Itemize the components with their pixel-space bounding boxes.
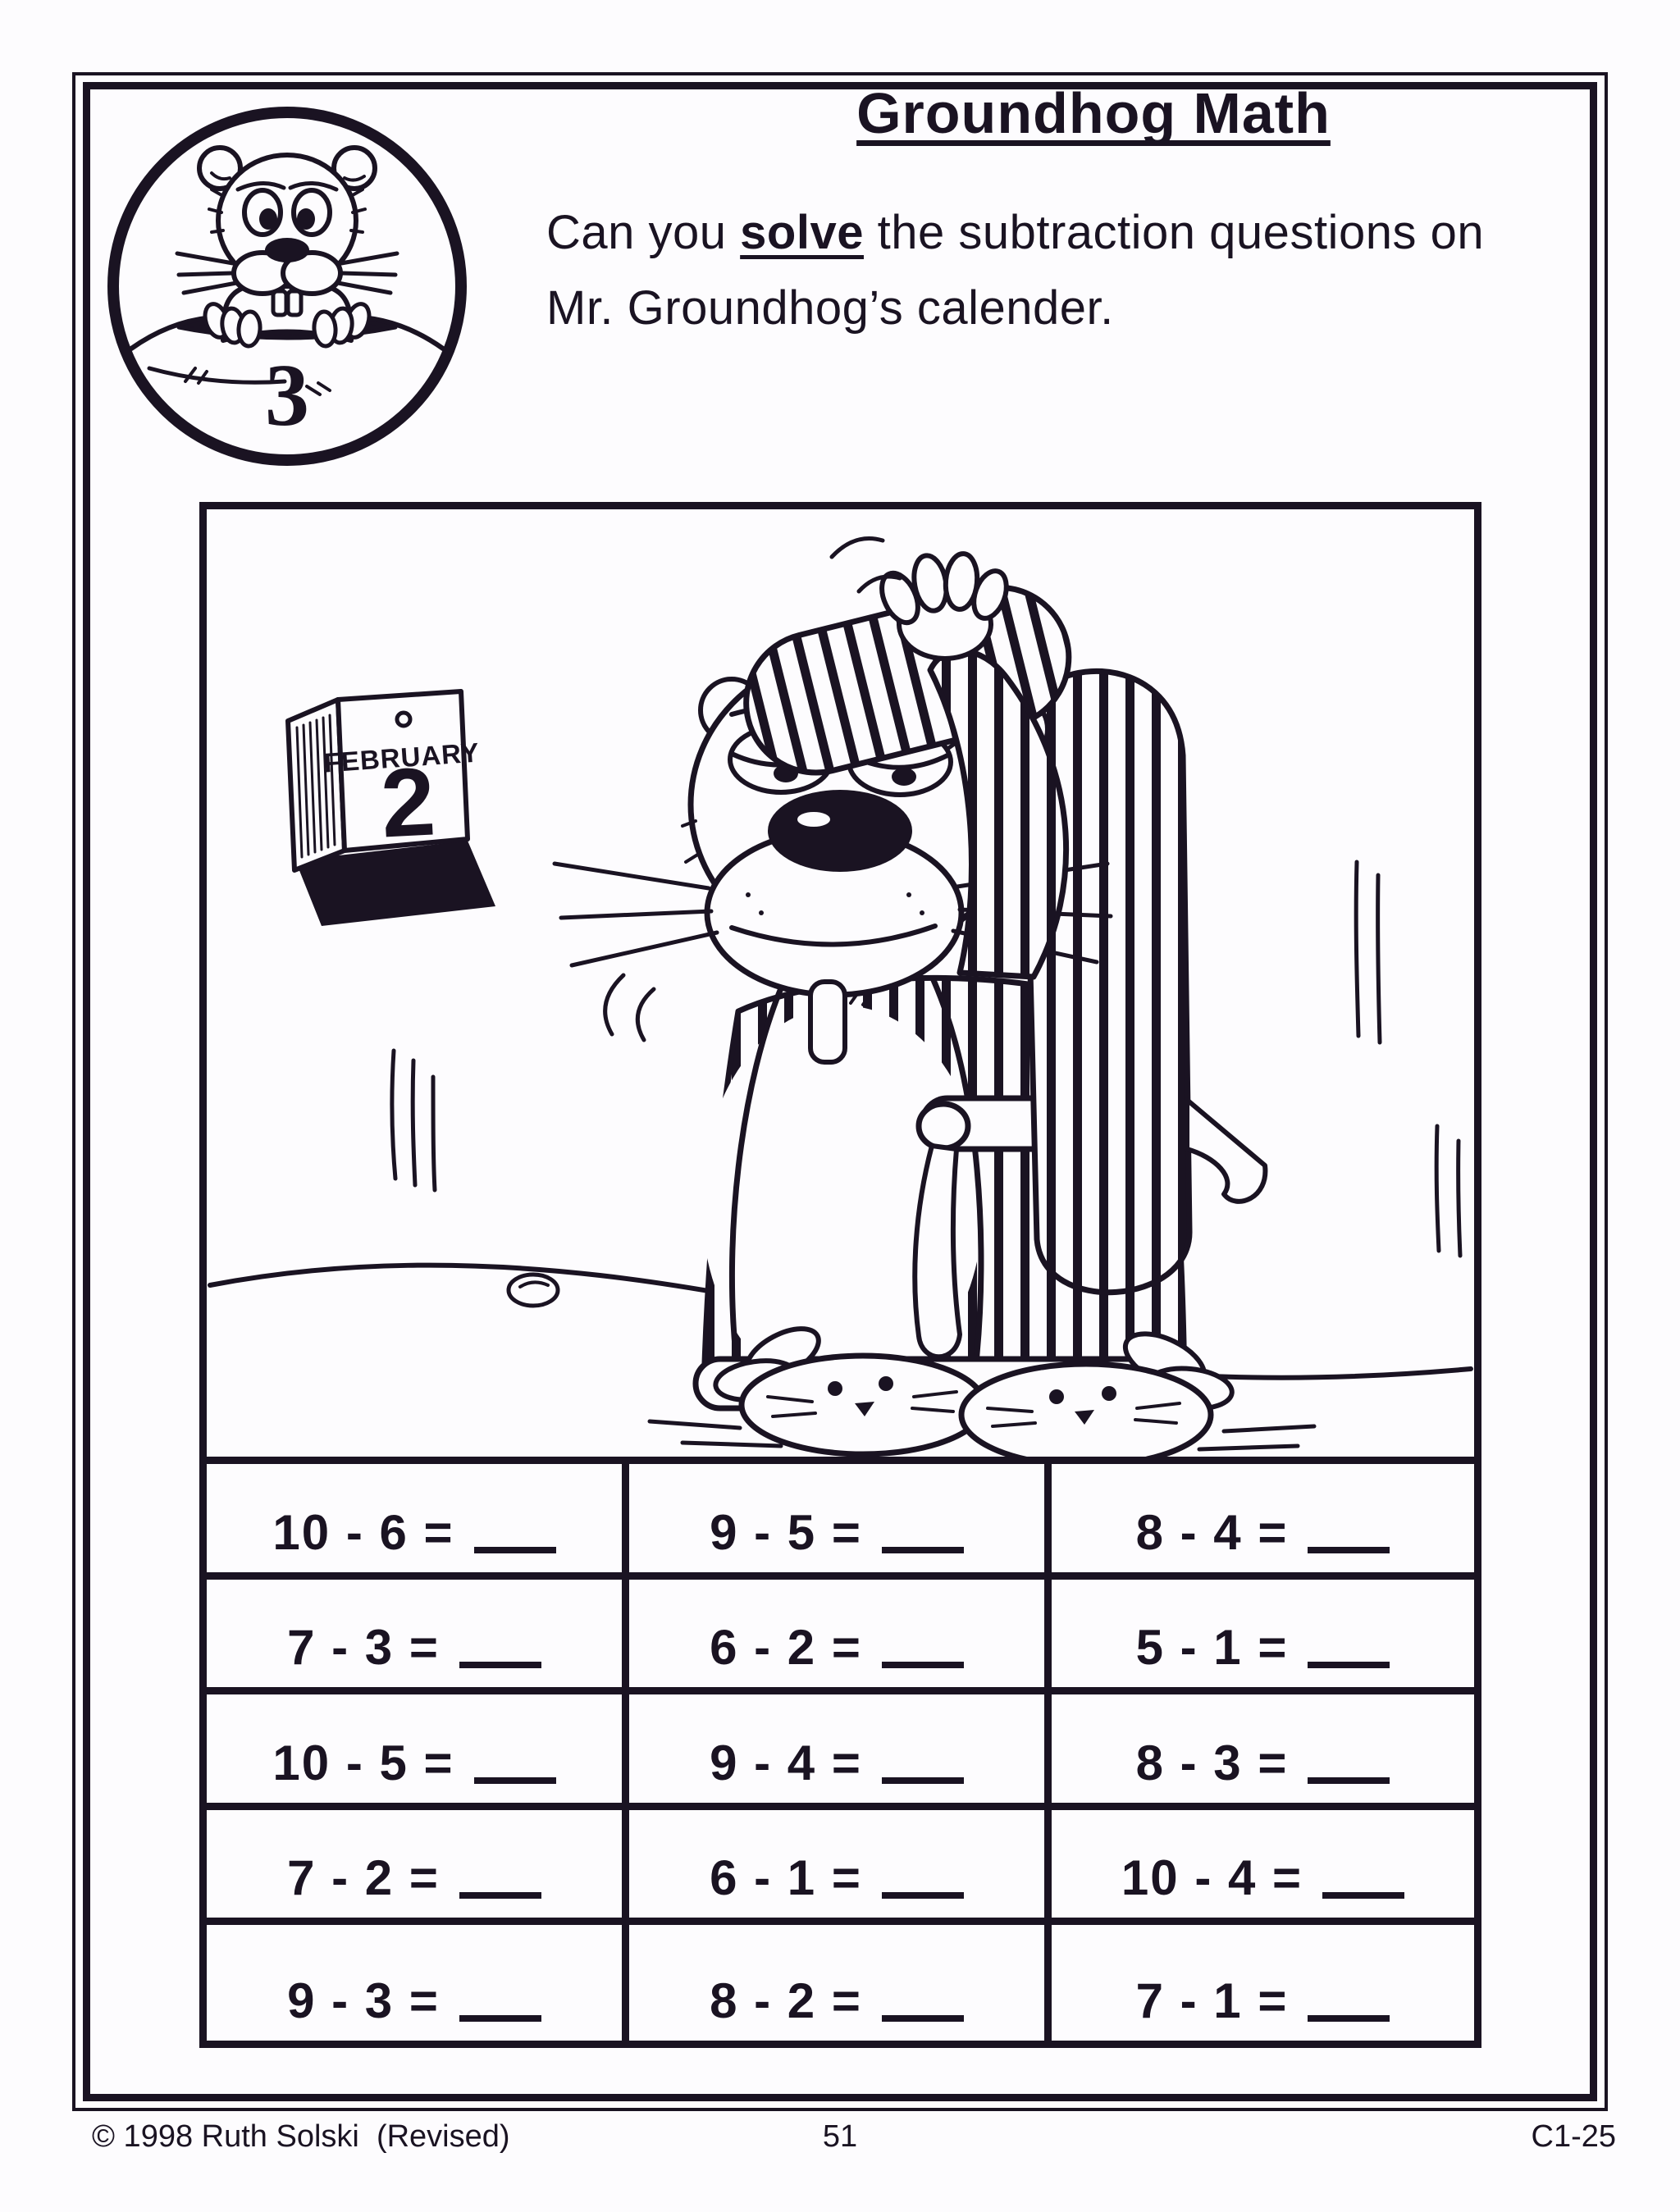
problem-expression: 10 - 6 = [272,1504,454,1560]
answer-blank[interactable] [1322,1892,1404,1899]
answer-blank[interactable] [1308,1662,1390,1668]
problem-cell [629,1925,1052,2041]
badge-circle [100,97,474,474]
groundhog-figure [555,539,1265,1457]
problem-expression: 7 - 2 = [287,1850,440,1906]
problem-cell [1052,1925,1474,2041]
illustration-box [199,502,1481,1457]
calendar-month: FEBRUARY [322,737,481,778]
instructions-suffix: the subtraction questions on [863,206,1485,259]
problem-cell [1052,1580,1474,1695]
problem-cell [1052,1810,1474,1926]
problem-cell [629,1464,1052,1580]
problem-expression: 6 - 2 = [710,1620,862,1676]
answer-blank[interactable] [882,1662,964,1668]
badge-number: 3 [265,347,309,445]
doc-code: C1-25 [1531,2119,1616,2154]
instructions-line1 [546,195,1613,271]
page-title: Groundhog Math [856,81,1331,145]
problem-cell [629,1810,1052,1926]
badge-groundhog-icon [100,97,474,474]
answer-blank[interactable] [1308,1547,1390,1553]
instructions-emphasis: solve [740,206,864,259]
answer-blank[interactable] [882,2015,964,2022]
answer-blank[interactable] [474,1777,556,1784]
problem-expression: 9 - 3 = [287,1973,440,2028]
problem-expression: 9 - 4 = [710,1735,862,1790]
page-number: 51 [822,2119,858,2154]
problem-expression: 7 - 3 = [287,1620,440,1676]
problem-cell [207,1694,629,1810]
instructions-line2: Mr. Groundhog’s calender. [546,281,1114,335]
nightcap-tail [1027,671,1265,1292]
answer-blank[interactable] [459,2015,541,2022]
copyright: © 1998 Ruth Solski (Revised) [92,2119,510,2154]
answer-blank[interactable] [1308,1777,1390,1784]
problems-grid [199,1457,1481,2048]
groundhog-scene-illustration [207,509,1474,1457]
answer-blank[interactable] [459,1662,541,1668]
problem-expression: 6 - 1 = [710,1850,862,1906]
instructions-prefix: Can you [546,206,741,259]
problem-cell [207,1810,629,1926]
problem-cell [207,1925,629,2041]
calendar-day: 2 [378,747,438,859]
answer-blank[interactable] [1308,2015,1390,2022]
answer-blank[interactable] [882,1777,964,1784]
problem-cell [1052,1464,1474,1580]
instructions [546,195,1613,346]
answer-blank[interactable] [882,1547,964,1553]
problem-cell [1052,1694,1474,1810]
answer-blank[interactable] [882,1892,964,1899]
problem-cell [207,1464,629,1580]
problem-expression: 5 - 1 = [1135,1620,1289,1676]
problem-expression: 10 - 5 = [272,1735,454,1790]
problem-expression: 9 - 5 = [710,1504,862,1560]
problem-expression: 8 - 3 = [1135,1735,1289,1790]
problem-expression: 10 - 4 = [1121,1850,1303,1906]
problem-cell [629,1580,1052,1695]
problem-expression: 8 - 2 = [710,1973,862,2028]
problem-cell [629,1694,1052,1810]
answer-blank[interactable] [459,1892,541,1899]
problem-cell [207,1580,629,1695]
problem-expression: 7 - 1 = [1135,1973,1289,2028]
answer-blank[interactable] [474,1547,556,1553]
problem-expression: 8 - 4 = [1135,1504,1289,1560]
